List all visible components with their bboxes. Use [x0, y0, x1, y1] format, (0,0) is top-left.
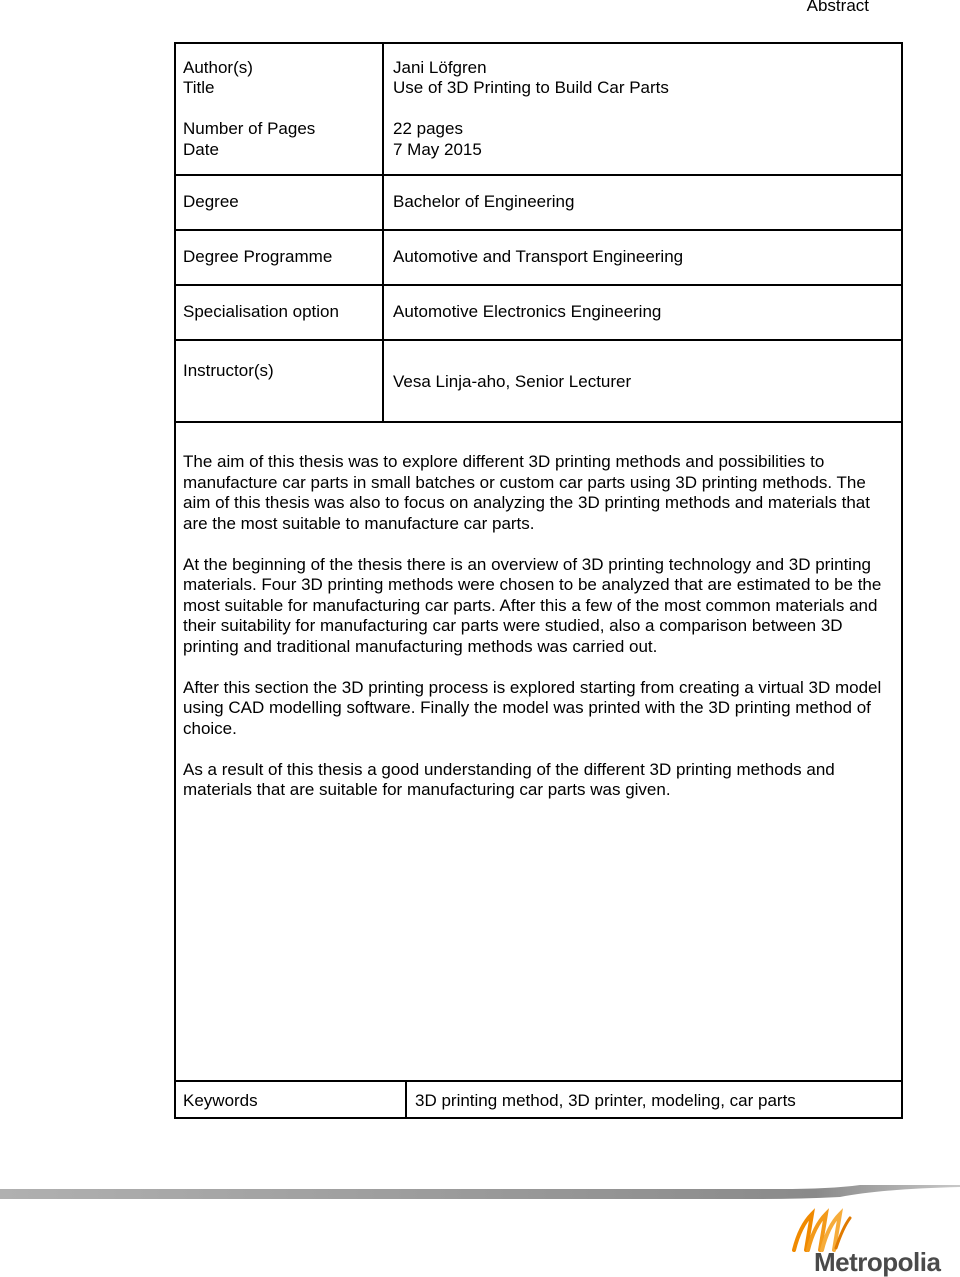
- degree-value: Bachelor of Engineering: [393, 192, 575, 211]
- instructors-value: Vesa Linja-aho, Senior Lecturer: [393, 372, 632, 391]
- date-value: 7 May 2015: [393, 140, 482, 159]
- column-divider: [382, 42, 384, 423]
- row-divider: [174, 421, 903, 423]
- keywords-label: Keywords: [183, 1091, 258, 1110]
- title-label: Title: [183, 78, 215, 97]
- abstract-paragraph: As a result of this thesis a good understanding of the different 3D printing methods and materials that are suitable for manufacturing car parts was given.: [183, 759, 835, 799]
- footer-swoosh-bar: [0, 1185, 960, 1205]
- pages-value: 22 pages: [393, 119, 463, 138]
- pages-label: Number of Pages: [183, 119, 316, 138]
- programme-value: Automotive and Transport Engineering: [393, 247, 684, 266]
- abstract-paragraph: The aim of this thesis was to explore different 3D printing methods and possibilities to manufacture car parts in small batches or custom car parts using 3D printing methods. The aim of this thesis was also to focus on analyzing the 3D printing methods and materials that are the most suitable to manufacture car parts.: [183, 452, 870, 533]
- specialisation-label: Specialisation option: [183, 302, 339, 321]
- date-label: Date: [183, 140, 219, 159]
- column-divider: [405, 1080, 407, 1119]
- row-divider: [174, 229, 903, 231]
- degree-label: Degree: [183, 192, 239, 211]
- keywords-value: 3D printing method, 3D printer, modeling, car parts: [415, 1091, 796, 1110]
- metropolia-logo-text: Metropolia: [814, 1247, 941, 1277]
- row-divider: [174, 339, 903, 341]
- abstract-body: [183, 452, 883, 821]
- row-divider: [174, 284, 903, 286]
- abstract-paragraph: After this section the 3D printing process is explored starting from creating a virtual 3D model using CAD modelling software. Finally the model was printed with the 3D printing method of choice.: [183, 677, 882, 738]
- programme-label: Degree Programme: [183, 247, 333, 266]
- specialisation-value: Automotive Electronics Engineering: [393, 302, 662, 321]
- authors-label: Author(s): [183, 58, 253, 77]
- authors-value: Jani Löfgren: [393, 58, 487, 77]
- instructors-label: Instructor(s): [183, 361, 274, 380]
- title-value: Use of 3D Printing to Build Car Parts: [393, 78, 669, 97]
- abstract-paragraph: At the beginning of the thesis there is an overview of 3D printing technology and 3D printing materials. Four 3D printing methods were chosen to be analyzed that are estimated to be the most suitable for manufacturing car parts. After this a few of the most common materials and their suitability for manufacturing car parts were studied, also a comparison between 3D printing and traditional manufacturing methods was carried out.: [183, 554, 882, 656]
- row-divider: [174, 1080, 903, 1082]
- row-divider: [174, 174, 903, 176]
- page-header-label: Abstract: [806, 0, 869, 15]
